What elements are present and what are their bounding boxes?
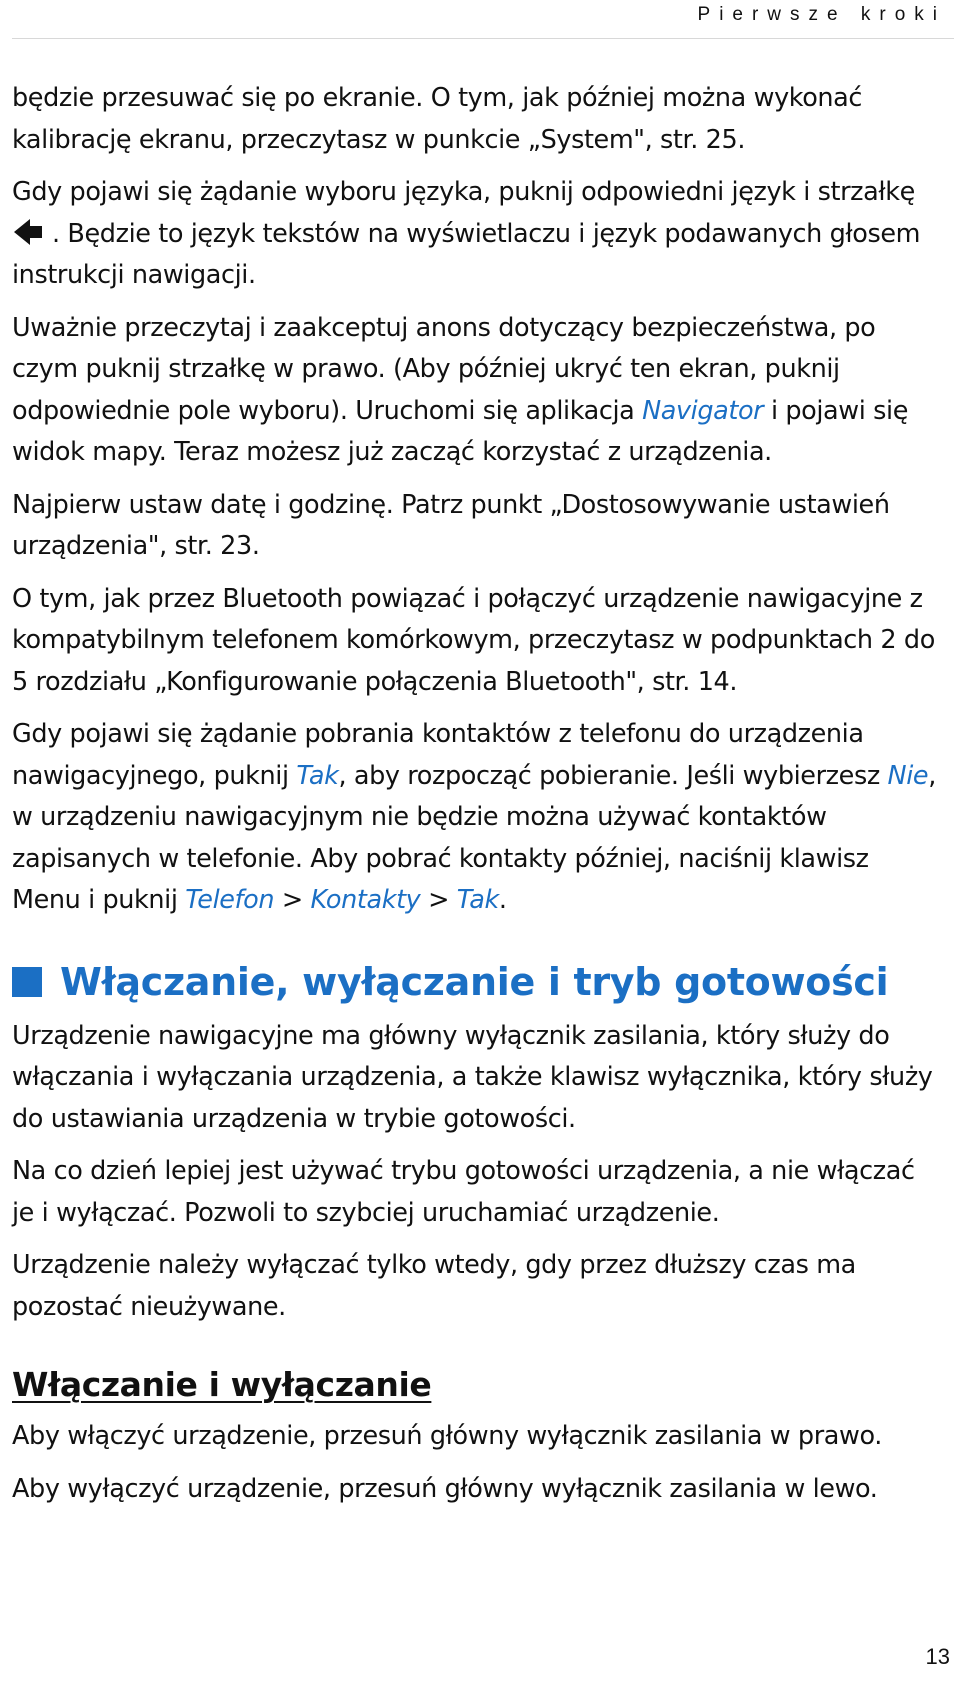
paragraph-standby: Na co dzień lepiej jest używać trybu gotowości urządzenia, a nie włączać je i wyłączać. Pozwoli to szybciej uruchamiać urządzenie. [12,1156,915,1228]
paragraph-safety [12,308,942,474]
ui-term-tak-2: Tak [456,885,499,915]
section-heading [12,956,942,1008]
paragraph-date-time: Najpierw ustaw datę i godzinę. Patrz punkt „Dostosowywanie ustawień urządzenia", str. 23. [12,489,890,561]
contacts-text-2: , aby rozpocząć pobieranie. Jeśli wybierzesz [338,760,888,791]
page-content [12,78,942,1521]
paragraph-turn-off: Urządzenie należy wyłączać tylko wtedy, gdy przez dłuższy czas ma pozostać nieużywane. [12,1250,856,1322]
ui-term-telefon: Telefon [185,885,275,915]
subsection-title: Włączanie i wyłączanie [12,1365,432,1404]
paragraph-bluetooth: O tym, jak przez Bluetooth powiązać i połączyć urządzenie nawigacyjne z kompatybilnym telefonem komórkowym, przeczytasz w podpunktach 2 do 5 rozdziału „Konfigurowanie połączenia Bluetooth", str. 14. [12,583,935,697]
section-title: Włączanie, wyłączanie i tryb gotowości [60,959,889,1004]
running-header: Pierwsze kroki [697,4,946,25]
navigator-app-name: Navigator [642,395,764,426]
contacts-end: . [498,885,507,915]
square-bullet-icon [12,967,42,997]
paragraph-calibration: będzie przesuwać się po ekranie. O tym, jak później można wykonać kalibrację ekranu, przeczytasz w punkcie „System", str. 25. [12,83,863,155]
ui-term-nie: Nie [887,760,929,791]
path-separator: > [420,885,457,915]
page-number: 13 [925,1644,950,1669]
paragraph-turn-off-instruction: Aby wyłączyć urządzenie, przesuń główny wyłącznik zasilania w lewo. [12,1473,878,1504]
paragraph-language-text-1: Gdy pojawi się żądanie wyboru języka, puknij odpowiedni język i strzałkę [12,177,915,207]
paragraph-safety-text-1: Uważnie przeczytaj i zaakceptuj anons dotyczący bezpieczeństwa, po czym puknij strzałkę w prawo. (Aby później ukryć ten ekran, puknij odpowiednie pole wyboru). Uruchomi się aplikacja [12,312,876,426]
contacts-text-1: Gdy pojawi się żądanie pobrania kontaktów z telefonu do urządzenia nawigacyjnego, puknij [12,719,864,791]
paragraph-language-text-2: . Będzie to język tekstów na wyświetlaczu i język podawanych głosem instrukcji nawigacji. [12,218,921,290]
paragraph-power-switch: Urządzenie nawigacyjne ma główny wyłącznik zasilania, który służy do włączania i wyłączania urządzenia, a także klawisz wyłącznika, który służy do ustawiania urządzenia w trybie gotowości. [12,1020,933,1134]
path-separator: > [274,885,311,915]
back-arrow-icon [12,216,52,248]
paragraph-contacts [12,714,942,922]
contacts-text-3: , w urządzeniu nawigacyjnym nie będzie można używać kontaktów zapisanych w telefonie. Aby pobrać kontakty później, naciśnij klawisz Menu i puknij [12,760,936,915]
paragraph-language [12,172,942,297]
ui-term-kontakty: Kontakty [310,885,421,915]
paragraph-safety-text-2: i pojawi się widok mapy. Teraz możesz już zacząć korzystać z urządzenia. [12,395,908,467]
ui-term-tak: Tak [296,760,339,791]
paragraph-turn-on-instruction: Aby włączyć urządzenie, przesuń główny wyłącznik zasilania w prawo. [12,1421,882,1451]
header-divider [12,38,954,39]
